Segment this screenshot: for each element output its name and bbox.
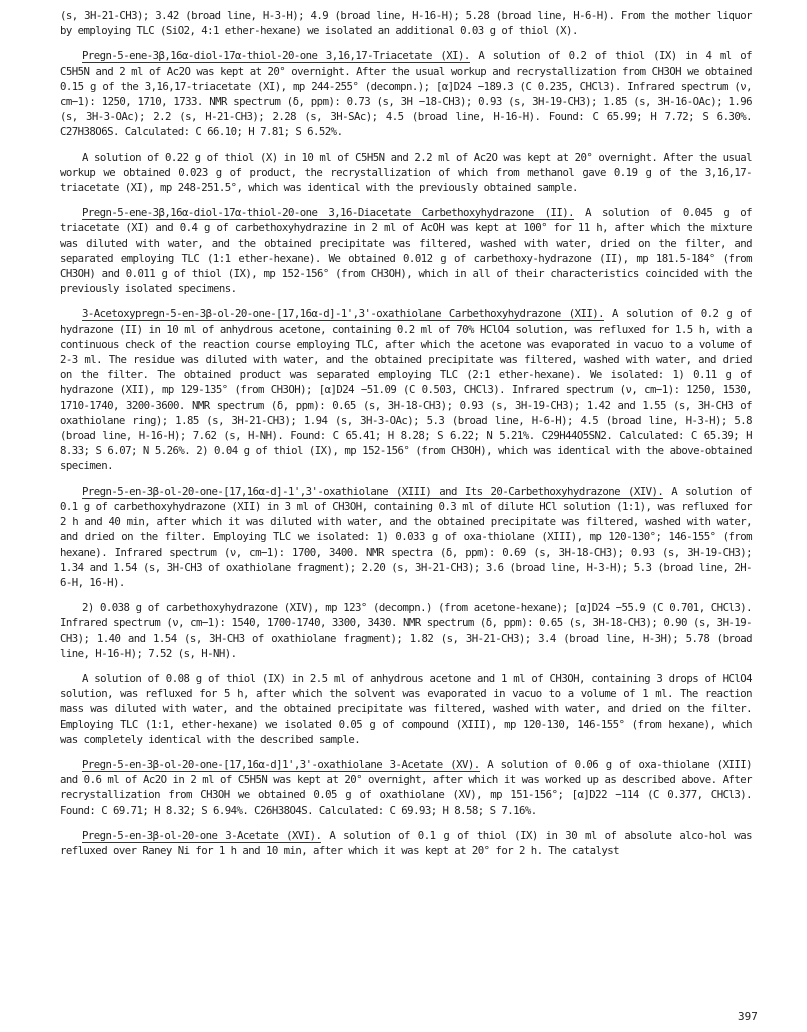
paragraph-text: A solution of 0.1 g of thiol (IX) in 30 ml of absolute alco-hol was refluxed over Raney Ni for 1 h and 10 min, after which it was kept at 20° for 2 h. The catalyst [60,828,752,857]
compound-heading: Pregn-5-ene-3β,16α-diol-17α-thiol-20-one 3,16-Diacetate Carbethoxyhydrazone (II). [82,206,575,220]
paragraph-oxathiolane-xiii [60,484,752,590]
page-number: 397 [738,1010,758,1023]
paragraph-diacetate-ii [60,205,752,296]
paragraph-text: A solution of 0.06 g of oxa-thiolane (XIII) and 0.6 ml of Ac2O in 2 ml of C5H5N was kept at 20° overnight, after which it was worked up as described above. After recrystallization from CH3OH we obtained 0.05 g of oxathiolane (XV), mp 151-156°; [α]D22 −114 (C 0.377, CHCl3). Found: C 69.71; H 8.32; S 6.94%. C26H38O4S. Calculated: C 69.93; H 8.58; S 7.16%. [60,757,752,817]
paragraph-thiol-ix-acetone [60,671,752,747]
compound-heading: Pregn-5-en-3β-ol-20-one 3-Acetate (XVI). [82,828,322,842]
paragraph-text: (s, 3H-21-CH3); 3.42 (broad line, H-3-H); 4.9 (broad line, H-16-H); 5.28 (broad line, H-6-H). From the mother liquor by employing TLC (SiO2, 4:1 ether-hexane) we isolated an additional 0.03 g of thiol (X). [60,9,752,38]
paragraph-text: A solution of 0.2 g of hydrazone (II) in 10 ml of anhydrous acetone, containing 0.2 ml of 70% HClO4 solution, was refluxed for 1.5 h, with a continuous check of the reaction course employing TLC, after which the acetone was evaporated in vacuo to a volume of 2-3 ml. The residue was diluted with water, and the obtained precipitate was filtered, washed with water, and dried on the filter. The obtained product was separated employing TLC (2:1 ether-hexane). We isolated: 1) 0.11 g of hydrazone (XII), mp 129-135° (from CH3OH); [α]D24 −51.09 (C 0.503, CHCl3). Infrared spectrum (ν, cm−1): 1250, 1530, 1710-1740, 3200-3600. NMR spectrum (δ, ppm): 0.65 (s, 3H-18-CH3); 0.93 (s, 3H-19-CH3); 1.42 and 1.55 (s, 3H-CH3 of oxathiolane ring); 1.85 (s, 3H-21-CH3); 1.94 (s, 3H-3-OAc); 5.3 (broad line, H-6-H); 4.5 (broad line, H-3-H); 5.8 (broad line, H-16-H); 7.62 (s, H-NH). Found: C 65.41; H 8.28; S 6.22; N 5.21%. C29H44O5SN2. Calculated: C 65.39; H 8.33; S 6.07; N 5.26%. 2) 0.04 g of thiol (IX), mp 152-156° (from CH3OH), which was identical with the above-obtained specimen. [60,307,752,473]
paragraph-triacetate-xi [60,48,752,139]
paragraph-thiol-x [60,150,752,196]
article-body [60,8,752,858]
paragraph-text: A solution of 0.2 of thiol (IX) in 4 ml of C5H5N and 2 ml of Ac2O was kept at 20° overnight. After the usual workup and recrystallization from CH3OH we obtained 0.15 g of the 3,16,17-triacetate (XI), mp 244-255° (decompn.); [α]D24 −189.3 (C 0.235, CHCl3). Infrared spectrum (ν, cm−1): 1250, 1710, 1733. NMR spectrum (δ, ppm): 0.73 (s, 3H −18-CH3); 0.93 (s, 3H-19-CH3); 1.85 (s, 3H-16-OAc); 1.96 (s, 3H-3-OAc); 2.2 (s, H-21-CH3); 2.28 (s, 3H-SAc); 4.5 (broad line, H-16-H). Found: C 65.99; H 7.72; S 6.30%. C27H38O6S. Calculated: C 66.10; H 7.81; S 6.52%. [60,49,752,139]
paragraph-text: A solution of 0.22 g of thiol (X) in 10 ml of C5H5N and 2.2 ml of Ac2O was kept at 20° overnight. After the usual workup we obtained 0.023 g of product, the recrystallization of which from methanol gave 0.19 g of the 3,16,17-triacetate (XI), mp 248-251.5°, which was identical with the previously obtained sample. [60,150,752,195]
paragraph-continuation [60,8,752,38]
paragraph-text: A solution of 0.08 g of thiol (IX) in 2.5 ml of anhydrous acetone and 1 ml of CH3OH, containing 3 drops of HClO4 solution, was refluxed for 5 h, after which the solvent was evaporated in vacuo to a volume of 1 ml. The reaction mass was diluted with water, and the obtained precipitate was filtered, washed with water, and dried on the filter. Employing TLC (1:1, ether-hexane) we isolated 0.05 g of compound (XIII), mp 120-130, 146-155° (from hexane), which was completely identical with the described sample. [60,671,752,746]
paragraph-carbethoxyhydrazone-xiv [60,600,752,661]
compound-heading: Pregn-5-ene-3β,16α-diol-17α-thiol-20-one 3,16,17-Triacetate (XI). [82,49,470,63]
paragraph-text: A solution of 0.1 g of carbethoxyhydrazone (XII) in 3 ml of CH3OH, containing 0.3 ml of dilute HCl solution (1:1), was refluxed for 2 h and 40 min, after which it was diluted with water, and the obtained precipitate was filtered, washed with water, and dried on the filter. Employing TLC we isolated: 1) 0.033 g of oxa-thiolane (XIII), mp 120-130°; 146-155° (from hexane). Infrared spectrum (ν, cm−1): 1700, 3400. NMR spectra (δ, ppm): 0.69 (s, 3H-18-CH3); 0.93 (s, 3H-19-CH3); 1.34 and 1.54 (s, 3H-CH3 of oxathiolane fragment); 2.20 (s, 3H-21-CH3); 3.6 (broad line, H-3-H); 5.3 (broad line, 2H-6-H, 16-H). [60,484,752,589]
compound-heading: Pregn-5-en-3β-ol-20-one-[17,16α-d]1',3'-oxathiolane 3-Acetate (XV). [82,757,480,771]
paragraph-text: A solution of 0.045 g of triacetate (XI) and 0.4 g of carbethoxyhydrazine in 2 ml of AcOH was kept at 100° for 11 h, after which the mixture was diluted with water, and the obtained precipitate was filtered, washed with water, dried on the filter, and separated employing TLC (1:1 ether-hexane). We obtained 0.012 g of carbethoxy-hydrazone (II), mp 181.5-184° (from CH3OH) and 0.011 g of thiol (IX), mp 152-156° (from CH3OH), which in all of their characteristics coincided with the previously isolated specimens. [60,206,752,296]
paragraph-acetate-xv [60,757,752,818]
paragraph-text: 2) 0.038 g of carbethoxyhydrazone (XIV), mp 123° (decompn.) (from acetone-hexane); [α]D24 −55.9 (C 0.701, CHCl3). Infrared spectrum (ν, cm−1): 1540, 1700-1740, 3300, 3430. NMR spectrum (δ, ppm): 0.65 (s, 3H-18-CH3); 0.90 (s, 3H-19-CH3); 1.40 and 1.54 (s, 3H-CH3 of oxathiolane fragment); 1.82 (s, 3H-21-CH3); 3.4 (broad line, H-3H); 5.78 (broad line, H-16-H); 7.52 (s, H-NH). [60,601,752,660]
compound-heading: 3-Acetoxypregn-5-en-3β-ol-20-one-[17,16α-d]-1',3'-oxathiolane Carbethoxyhydrazone (XII). [82,307,605,321]
paragraph-oxathiolane-xii [60,306,752,473]
paragraph-acetate-xvi [60,828,752,858]
compound-heading: Pregn-5-en-3β-ol-20-one-[17,16α-d]-1',3'-oxathiolane (XIII) and Its 20-Carbethoxyhydrazone (XIV). [82,484,664,498]
